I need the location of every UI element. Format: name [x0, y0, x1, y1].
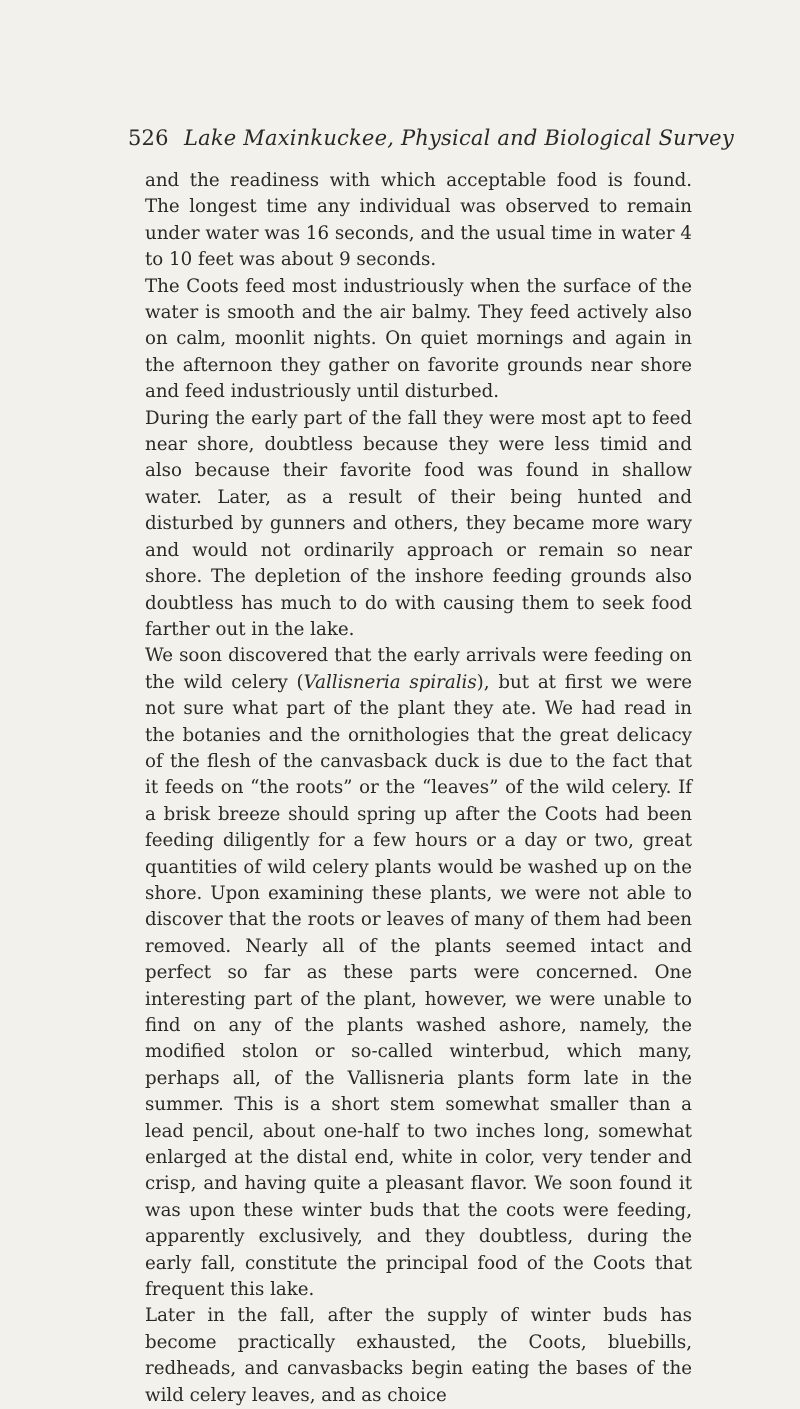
body-text	[145, 168, 692, 1409]
paragraph-4	[145, 643, 692, 1303]
paragraph-5: Later in the fall, after the supply of winter buds has become practically exhausted, the Coots, bluebills, redheads, and canvasbacks begin eating the bases of the wild celery leaves, and as choice	[145, 1305, 692, 1406]
paragraph-4-after: ), but at first we were not sure what part of the plant they ate. We had read in the botanies and the ornithologies that the great delicacy of the flesh of the canvasback duck is due to the fact that it feeds on “the roots” or the “leaves” of the wild celery. If a brisk breeze should spring up after the Coots had been feeding diligently for a few hours or a day or two, great quantities of wild celery plants would be washed up on the shore. Upon examining these plants, we were not able to discover that the roots or leaves of many of them had been removed. Nearly all of the plants seemed intact and perfect so far as these parts were concerned. One interesting part of the plant, however, we were unable to find on any of the plants washed ashore, namely, the modified stolon or so-called winterbud, which many, perhaps all, of the Vallisneria plants form late in the summer. This is a short stem somewhat smaller than a lead pencil, about one-half to two inches long, somewhat enlarged at the distal end, white in color, very tender and crisp, and having quite a pleasant flavor. We soon found it was upon these winter buds that the coots were feeding, apparently exclusively, and they doubtless, during the early fall, constitute the principal food of the Coots that frequent this lake.	[145, 671, 692, 1301]
paragraph-4-before: We soon discovered that the early arrivals were feeding on the wild celery (	[145, 645, 692, 693]
paragraph-2: The Coots feed most industriously when the surface of the water is smooth and the air balmy. They feed actively also on calm, moonlit nights. On quiet mornings and again in the afternoon they gather on favorite grounds near shore and feed industriously until disturbed.	[145, 275, 692, 403]
paragraph-1: and the readiness with which acceptable food is found. The longest time any individual was observed to remain under water was 16 seconds, and the usual time in water 4 to 10 feet was about 9 seconds.	[145, 170, 692, 271]
running-title: Lake Maxinkuckee, Physical and Biological Survey	[184, 126, 734, 150]
page-number: 526	[128, 126, 169, 150]
species-name: Vallisneria spiralis	[303, 671, 477, 693]
running-head	[128, 126, 734, 156]
paragraph-3: During the early part of the fall they were most apt to feed near shore, doubtless because they were less timid and also because their favorite food was found in shallow water. Later, as a result of their being hunted and disturbed by gunners and others, they became more wary and would not ordinarily approach or remain so near shore. The depletion of the inshore feeding grounds also doubtless has much to do with causing them to seek food farther out in the lake.	[145, 407, 692, 640]
